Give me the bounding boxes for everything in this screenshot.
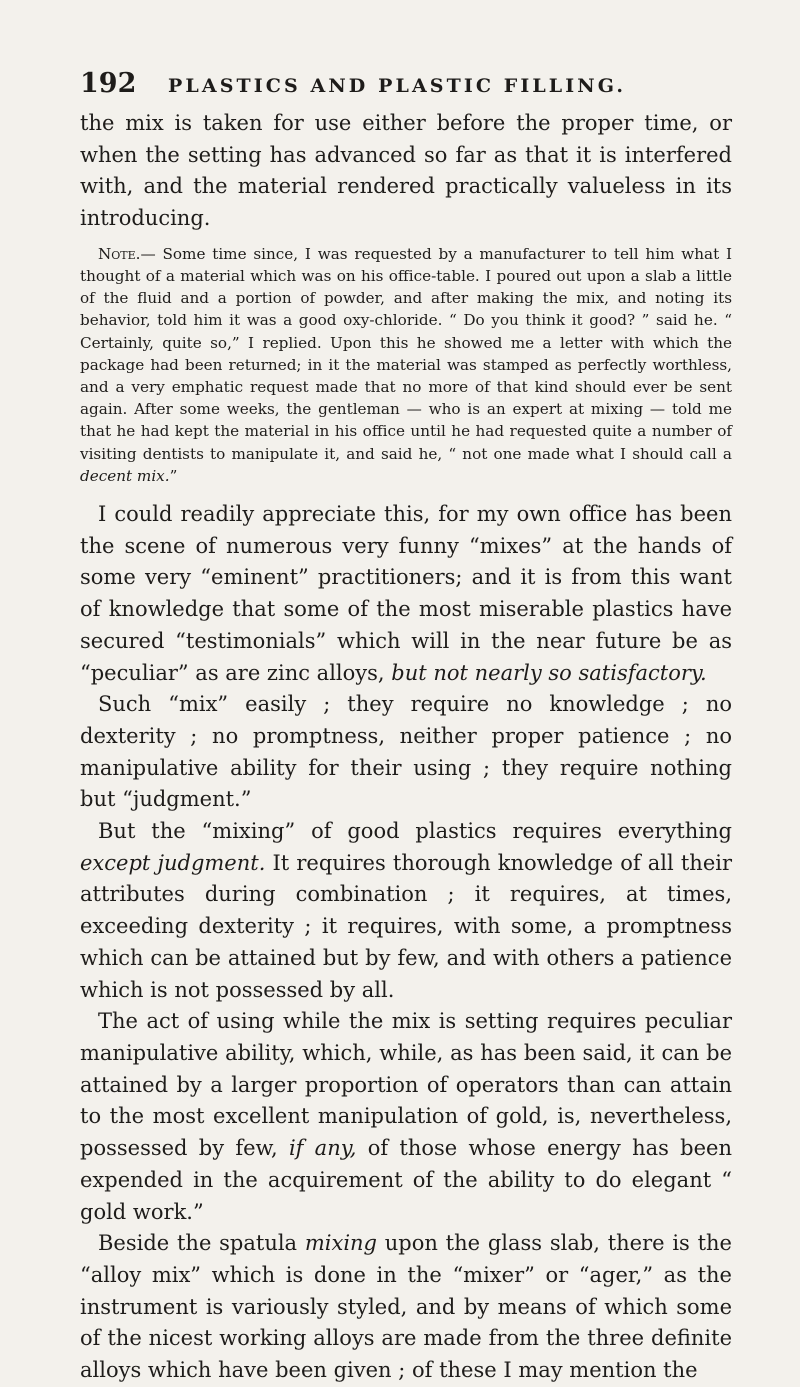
paragraph-5-text-b: of those whose energy has been expended in the acquirement of the ability to do elegant “ gold work.” [80,1136,732,1224]
paragraph-continuation: the mix is taken for use either before the proper time, or when the setting has advanced so far as that it is interfered with, and the material rendered practically valueless in its introducing. [80,111,732,231]
paragraph-6-emphasis: mixing [304,1231,378,1256]
paragraph-6-text-a: Beside the spatula [98,1231,305,1256]
paragraph-5 [80,1006,732,1228]
paragraph-4 [80,816,732,1006]
footnote [80,243,732,487]
paragraph-4-emphasis: except judgment. [80,850,266,875]
page-body [80,108,732,1387]
page-header [80,68,730,99]
note-end: ” [169,466,178,485]
paragraph-2 [80,499,732,689]
note-label: Note. [98,244,141,263]
page-number: 192 [80,68,137,99]
paragraph-3: Such “mix” easily ; they require no knowledge ; no dexterity ; no promptness, neither proper patience ; no manipulative ability for their using ; they require nothing but “judgment.” [80,692,732,812]
paragraph-5-text-a: The act of using while the mix is setting requires peculiar manipulative ability, which, while, as has been said, it can be attained by a larger proportion of operators than can attain to the most excellent manipulation of gold, is, nevertheless, possessed by few, [80,1009,732,1161]
paragraph-2-text: I could readily appreciate this, for my own office has been the scene of numerous very funny “mixes” at the hands of some very “eminent” practitioners; and it is from this want of knowledge that some of the most miserable plastics have secured “testimonials” which will in the near future be as “peculiar” as are zinc alloys, [80,502,732,685]
note-text: — Some time since, I was requested by a manufacturer to tell him what I thought of a material which was on his office-table. I poured out upon a slab a little of the fluid and a portion of powder, and after making the mix, and noting its behavior, told him it was a good oxy-chloride. “ Do you think it good? ” said he. “ Certainly, quite so,” I replied. Upon this he showed me a letter with which the package had been returned; in it the material was stamped as perfectly worthless, and a very emphatic request made that no more of that kind should ever be sent again. After some weeks, the gentleman — who is an expert at mixing — told me that he had kept the material in his office until he had requested quite a number of visiting dentists to manipulate it, and said he, “ not one made what I should call a [80,244,732,463]
running-title: PLASTICS AND PLASTIC FILLING. [168,75,627,97]
paragraph-4-text-a: But the “mixing” of good plastics requires everything [98,819,732,844]
paragraph-6-text-b: upon the glass slab, there is the “alloy mix” which is done in the “mixer” or “ager,” as the instrument is variously styled, and by means of which some of the nicest working alloys are made from the three definite alloys which have been given ; of these I may mention the [80,1231,732,1383]
paragraph-6 [80,1228,732,1387]
paragraph-2-emphasis: but not nearly so satisfactory. [391,660,707,685]
paragraph-4-text-b: It requires thorough knowledge of all their attributes during combination ; it requires, at times, exceeding dexterity ; it requires, with some, a promptness which can be attained but by few, and with others a patience which is not possessed by all. [80,850,732,1002]
paragraph-5-emphasis: if any, [288,1136,357,1161]
note-emphasis: decent mix. [80,466,170,485]
